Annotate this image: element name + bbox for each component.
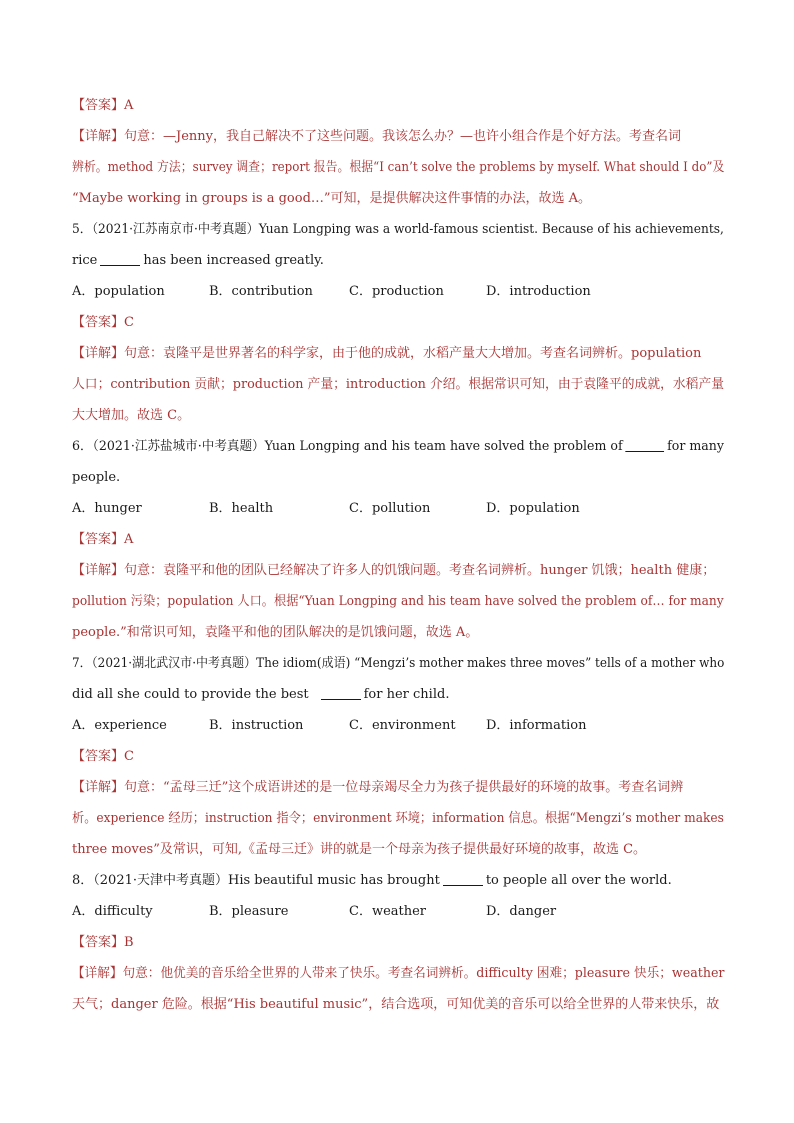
detail-tag: 【详解】 (72, 563, 125, 578)
question-8-line (72, 871, 672, 891)
detail-tag: 【详解】 (72, 346, 125, 361)
detail-line (72, 561, 715, 581)
detail-tag: 【详解】 (72, 129, 125, 144)
detail-tag: 【详解】 (72, 966, 123, 981)
answer-blank (321, 686, 361, 700)
answer-tag: 【答案】 (72, 98, 125, 113)
option-c: C．production (349, 284, 444, 299)
answer-blank (100, 252, 140, 266)
question-text: did all she could to provide the best (72, 687, 309, 702)
question-text: to people all over the world. (485, 873, 672, 888)
detail-text: 句意：“孟母三迁”这个成语讲述的是一位母亲竭尽全力为孩子提供最好的环境的故事。考查名词辨 (124, 780, 684, 795)
answer-blank (626, 438, 665, 452)
detail-line: “Maybe working in groups is a good…”可知，是提供解决这件事情的办法，故选 A。 (72, 191, 592, 206)
answer-tag: 【答案】 (72, 935, 125, 950)
question-text: 6．（2021·江苏盐城市·中考真题）Yuan Longping and his team have solved the problem of (72, 439, 623, 454)
answer-value: C (124, 315, 134, 330)
answer-value: A (124, 98, 134, 113)
detail-line: 大大增加。故选 C。 (72, 408, 191, 423)
question-6-line: people. (72, 470, 121, 485)
question-7-line: 7．（2021·湖北武汉市·中考真题）The idiom(成语) “Mengzi’s mother makes three moves” tells of a mother who (72, 656, 725, 671)
option-b: B．health (209, 501, 274, 516)
detail-tag: 【详解】 (72, 780, 125, 795)
option-a: A．hunger (72, 501, 142, 516)
detail-text: 句意：他优美的音乐给全世界的人带来了快乐。考查名词辨析。difficulty 困难；pleasure 快乐；weather (122, 966, 725, 981)
detail-text: 句意：袁隆平是世界著名的科学家，由于他的成就，水稻产量大大增加。考查名词辨析。population (124, 346, 702, 361)
option-c: C．weather (349, 904, 427, 919)
answer-line (72, 96, 133, 116)
question-text: 8．（2021·天津中考真题）His beautiful music has brought (72, 873, 440, 888)
detail-line (72, 964, 724, 984)
option-d: D．population (486, 501, 580, 516)
question-5-line (72, 251, 324, 271)
question-text: has been increased greatly. (143, 253, 324, 268)
detail-text: 句意：—Jenny，我自己解决不了这些问题。我该怎么办？—也许小组合作是个好方法。考查名词 (124, 129, 682, 144)
answer-tag: 【答案】 (72, 749, 125, 764)
answer-blank (443, 872, 483, 886)
detail-line (72, 778, 683, 798)
detail-line: 人口；contribution 贡献；production 产量；introduction 介绍。根据常识可知，由于袁隆平的成就，水稻产量 (72, 377, 725, 392)
option-d: D．information (486, 718, 587, 733)
answer-value: B (124, 935, 134, 950)
question-6-line (72, 437, 724, 457)
option-a: A．population (72, 284, 165, 299)
option-b: B．instruction (209, 718, 304, 733)
answer-line (72, 747, 134, 767)
detail-line: people.”和常识可知，袁隆平和他的团队解决的是饥饿问题，故选 A。 (72, 625, 479, 640)
answer-line (72, 933, 134, 953)
detail-line: three moves”及常识，可知,《孟母三迁》讲的就是一个母亲为孩子提供最好环境的故事，故选 C。 (72, 842, 647, 857)
option-a: A．difficulty (72, 904, 153, 919)
detail-line (72, 127, 681, 147)
question-text: rice (72, 253, 98, 268)
detail-line: 天气；danger 危险。根据“His beautiful music”，结合选项，可知优美的音乐可以给全世界的人带来快乐，故 (72, 997, 720, 1012)
detail-line: pollution 污染；population 人口。根据“Yuan Longping and his team have solved the problem of… for many (72, 594, 724, 609)
answer-value: C (124, 749, 134, 764)
answer-value: A (124, 532, 134, 547)
option-a: A．experience (72, 718, 167, 733)
question-7-line (72, 685, 449, 705)
option-c: C．pollution (349, 501, 431, 516)
option-d: D．introduction (486, 284, 591, 299)
option-d: D．danger (486, 904, 557, 919)
detail-line: 辨析。method 方法；survey 调查；report 报告。根据“I can’t solve the problems by myself. What should I do”及 (72, 160, 725, 175)
option-b: B．contribution (209, 284, 313, 299)
answer-line (72, 530, 133, 550)
answer-tag: 【答案】 (72, 532, 125, 547)
question-5-line: 5．（2021·江苏南京市·中考真题）Yuan Longping was a world-famous scientist. Because of his achievements, (72, 222, 724, 237)
detail-text: 句意：袁隆平和他的团队已经解决了许多人的饥饿问题。考查名词辨析。hunger 饥饿；health 健康； (124, 563, 716, 578)
detail-line: 析。experience 经历；instruction 指令；environment 环境；information 信息。根据“Mengzi’s mother makes (72, 811, 724, 826)
question-text: for her child. (363, 687, 450, 702)
question-text: for many (667, 439, 724, 454)
option-b: B．pleasure (209, 904, 289, 919)
option-c: C．environment (349, 718, 456, 733)
answer-line (72, 313, 134, 333)
detail-line (72, 344, 701, 364)
answer-tag: 【答案】 (72, 315, 125, 330)
